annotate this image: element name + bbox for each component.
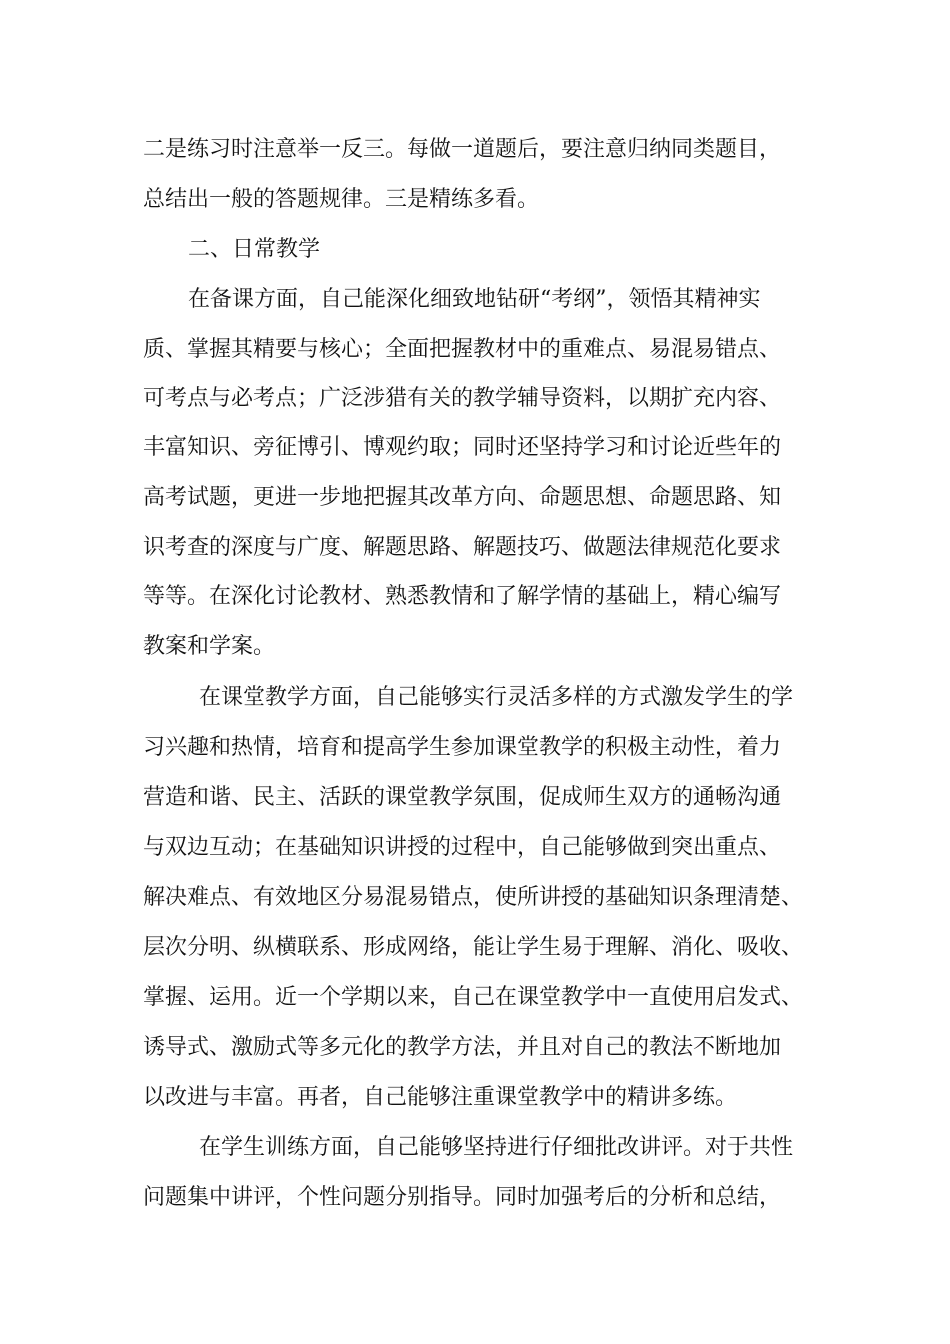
text-line: 等等。在深化讨论教材、熟悉教情和了解学情的基础上，精心编写 xyxy=(143,584,782,609)
text-line: 高考试题，更进一步地把握其改革方向、命题思想、命题思路、知 xyxy=(143,485,782,510)
text-line: 在学生训练方面，自己能够坚持进行仔细批改讲评。对于共性 xyxy=(199,1135,794,1160)
text-line: 总结出一般的答题规律。三是精练多看。 xyxy=(143,187,540,212)
text-line: 可考点与必考点；广泛涉猎有关的教学辅导资料，以期扩充内容、 xyxy=(143,386,782,411)
text-line: 诱导式、激励式等多元化的教学方法，并且对自己的教法不断地加 xyxy=(143,1035,782,1060)
text-line: 营造和谐、民主、活跃的课堂教学氛围，促成师生双方的通畅沟通 xyxy=(143,785,782,810)
text-line: 教案和学案。 xyxy=(143,634,276,659)
text-line: 丰富知识、旁征博引、博观约取；同时还坚持学习和讨论近些年的 xyxy=(143,435,782,460)
text-line: 层次分明、纵横联系、形成网络，能让学生易于理解、消化、吸收、 xyxy=(143,935,804,960)
text-line: 问题集中讲评，个性问题分别指导。同时加强考后的分析和总结， xyxy=(143,1185,782,1210)
text-line: 二是练习时注意举一反三。每做一道题后，要注意归纳同类题目， xyxy=(143,137,782,162)
text-line: 掌握、运用。近一个学期以来，自己在课堂教学中一直使用启发式、 xyxy=(143,985,804,1010)
text-line: 在备课方面，自己能深化细致地钻研“考纲”，领悟其精神实 xyxy=(188,287,761,312)
text-line: 解决难点、有效地区分易混易错点，使所讲授的基础知识条理清楚、 xyxy=(143,885,804,910)
text-line: 与双边互动；在基础知识讲授的过程中，自己能够做到突出重点、 xyxy=(143,835,782,860)
text-line: 质、掌握其精要与核心；全面把握教材中的重难点、易混易错点、 xyxy=(143,337,782,362)
text-line: 识考查的深度与广度、解题思路、解题技巧、做题法律规范化要求 xyxy=(143,535,782,560)
text-line: 习兴趣和热情，培育和提高学生参加课堂教学的积极主动性，着力 xyxy=(143,735,782,760)
text-line: 以改进与丰富。再者，自己能够注重课堂教学中的精讲多练。 xyxy=(143,1085,738,1110)
text-line: 在课堂教学方面，自己能够实行灵活多样的方式激发学生的学 xyxy=(199,685,794,710)
section-heading: 二、日常教学 xyxy=(188,237,321,262)
